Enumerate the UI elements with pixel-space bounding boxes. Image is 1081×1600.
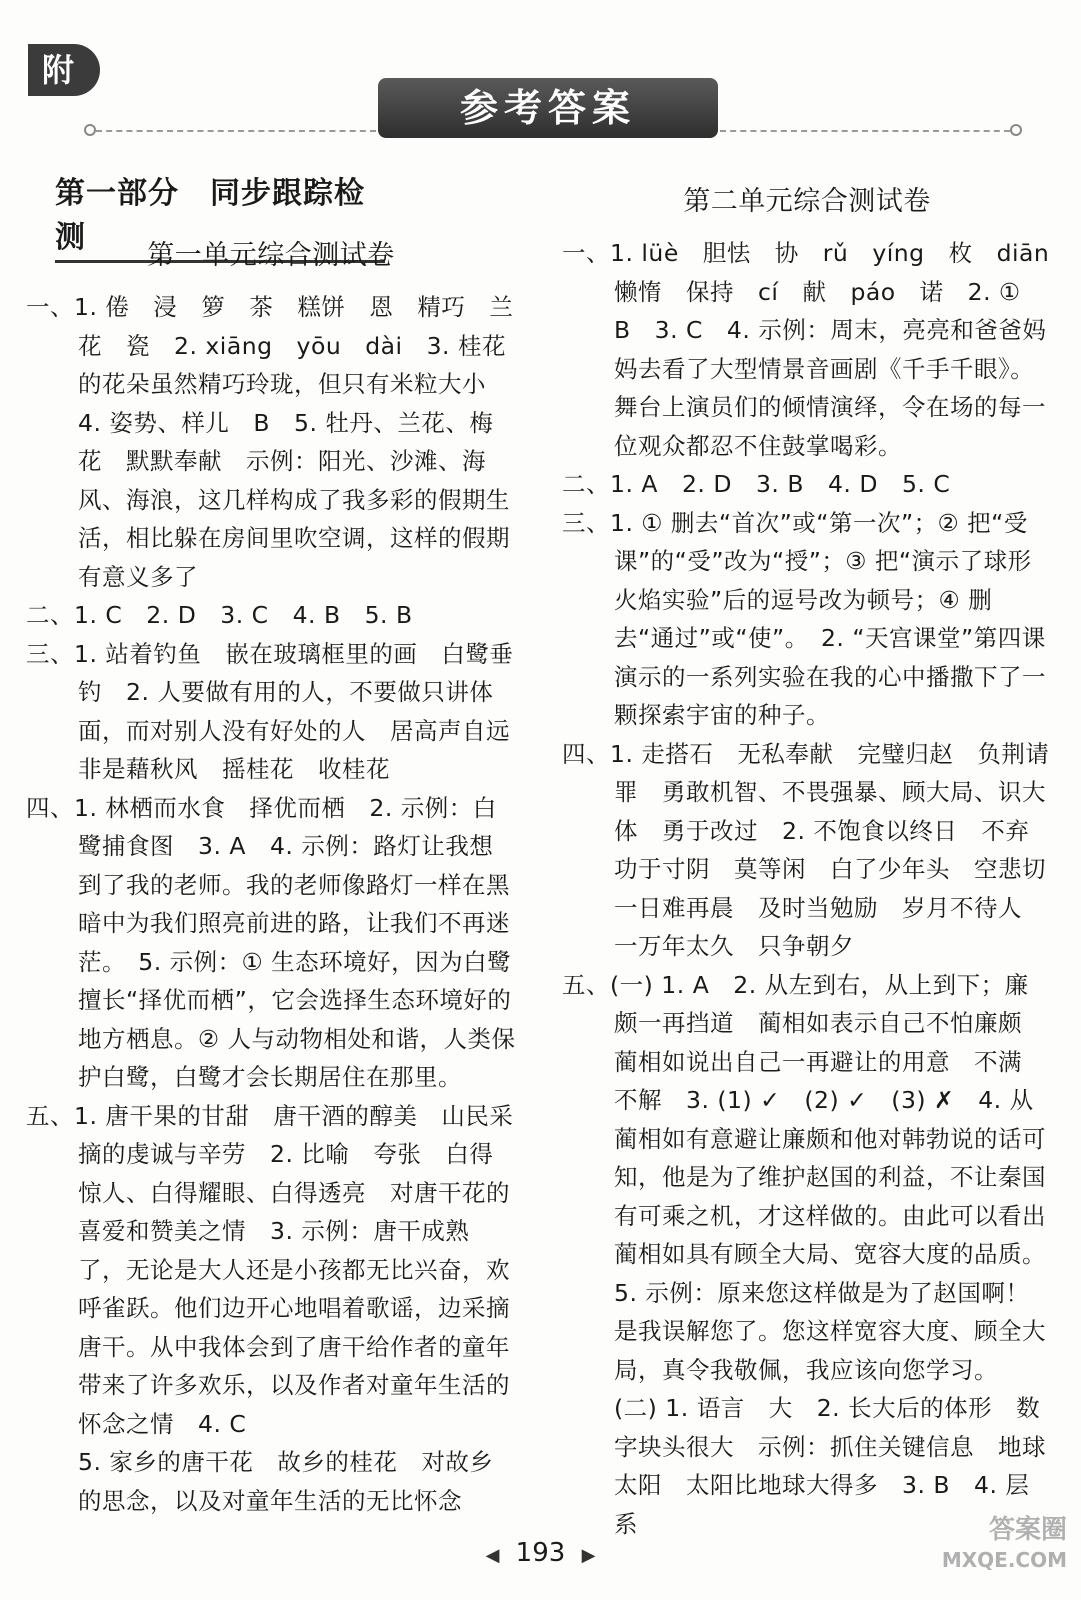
appendix-tab: 附: [28, 44, 100, 96]
answer-paragraph: 二、1. C 2. D 3. C 4. B 5. B: [26, 601, 413, 629]
answer-paragraph: 五、(一) 1. A 2. 从左到右，从上到下；廉颇一再挡道 蔺相如表示自己不怕廉颇 蔺相如说出自己一再避让的用意 不满 不解 3. (1) ✓ (2) ✓ (3) ✗ 4. 从蔺相如有意避让廉颇和他对韩勃说的话可知，他是为了维护赵国的利益，不让秦国有可乘之机，才这样做的。由此可以看出蔺相如具有顾全大局、宽容大度的品质。 5. 示例：原来您这样做是为了赵国啊！是我误解您了。您这样宽容大度、顾全大局，真令我敬佩，我应该向您学习。: [562, 970, 1059, 1384]
right-column: [562, 180, 1074, 1543]
watermark-logo: [942, 1515, 1067, 1575]
answer-paragraph: 二、1. A 2. D 3. B 4. D 5. C: [562, 470, 951, 498]
answer-paragraph: (二) 1. 语言 大 2. 长大后的体形 数字块头很大 示例：抓住关键信息 地球 太阳 太阳比地球大得多 3. B 4. 层系: [614, 1394, 1070, 1538]
answer-paragraph: 四、1. 林栖而水食 择优而栖 2. 示例：白鹭捕食图 3. A 4. 示例：路灯让我想到了我的老师。我的老师像路灯一样在黑暗中为我们照亮前进的路，让我们不再迷茫。 5. 示例：① 生态环境好，因为白鹭擅长“择优而栖”，它会选择生态环境好的地方栖息。② 人与动物相处和谐，人类保护白鹭，白鹭才会长期居住在那里。: [26, 793, 516, 1091]
right-arrow-icon: ▶: [581, 1545, 596, 1566]
page-footer: [0, 1538, 1081, 1568]
watermark-line-1: 答案圈: [988, 1515, 1067, 1545]
left-column: [26, 234, 534, 1520]
answer-paragraph: 5. 家乡的唐干花 故乡的桂花 对故乡的思念，以及对童年生活的无比怀念: [78, 1448, 494, 1515]
part-title: 第一部分 同步跟踪检测: [55, 168, 385, 263]
answer-paragraph: 三、1. ① 删去“首次”或“第一次”；② 把“受课”的“受”改为“授”；③ 把“演示了球形火焰实验”后的逗号改为顿号；④ 删去“通过”或“使”。 2. “天宫课堂”第四课演示的一系列实验在我的心中播撒下了一颗探索宇宙的种子。: [562, 508, 1046, 729]
unit-title: 第一单元综合测试卷: [147, 240, 395, 271]
left-arrow-icon: ◀: [485, 1545, 500, 1566]
header-rule-left: [96, 130, 376, 132]
page-number: 193: [515, 1538, 566, 1568]
watermark-line-2: MXQE.COM: [941, 1548, 1067, 1572]
header-rule-right: [720, 130, 1010, 132]
answer-paragraph: 四、1. 走搭石 无私奉献 完璧归赵 负荆请罪 勇敢机智、不畏强暴、顾大局、识大体 勇于改过 2. 不饱食以终日 不弃功于寸阴 莫等闲 白了少年头 空悲切 一日难再晨 及时当勉励 岁月不待人 一万年太久 只争朝夕: [562, 739, 1070, 960]
rule-end-dot-right: [1010, 124, 1022, 136]
answer-banner: 参考答案: [378, 78, 718, 138]
answer-paragraph: 一、1. lüè 胆怯 协 rǔ yíng 枚 diān 懒惰 保持 cí 献 páo 诺 2. ① B 3. C 4. 示例：周末，亮亮和爸爸妈妈去看了大型情景音画剧《千手千眼》。舞台上演员们的倾情演绎，令在场的每一位观众都忍不住鼓掌喝彩。: [562, 239, 1074, 460]
rule-end-dot-left: [84, 124, 96, 136]
answer-paragraph: 三、1. 站着钓鱼 嵌在玻璃框里的画 白鹭垂钓 2. 人要做有用的人，不要做只讲体面，而对别人没有好处的人 居高声自远 非是藉秋风 摇桂花 收桂花: [26, 639, 534, 783]
answer-paragraph: 一、1. 倦 浸 箩 茶 糕饼 恩 精巧 兰花 瓷 2. xiāng yōu dài 3. 桂花的花朵虽然精巧玲珑，但只有米粒大小 4. 姿势、样儿 B 5. 牡丹、兰花、梅花 默默奉献 示例：阳光、沙滩、海风、海浪，这几样构成了我多彩的假期生活，相比躲在房间里吹空调，这样的假期有意义多了: [26, 293, 514, 591]
unit-title: 第二单元综合测试卷: [683, 186, 931, 217]
answer-paragraph: 五、1. 唐干果的甘甜 唐干酒的醇美 山民采摘的虔诚与辛劳 2. 比喻 夸张 白得惊人、白得耀眼、白得透亮 对唐干花的喜爱和赞美之情 3. 示例：唐干成熟了，无论是大人还是小孩都无比兴奋，欢呼雀跃。他们边开心地唱着歌谣，边采摘唐干。从中我体会到了唐干给作者的童年带来了许多欢乐，以及作者对童年生活的怀念之情 4. C: [26, 1101, 514, 1438]
